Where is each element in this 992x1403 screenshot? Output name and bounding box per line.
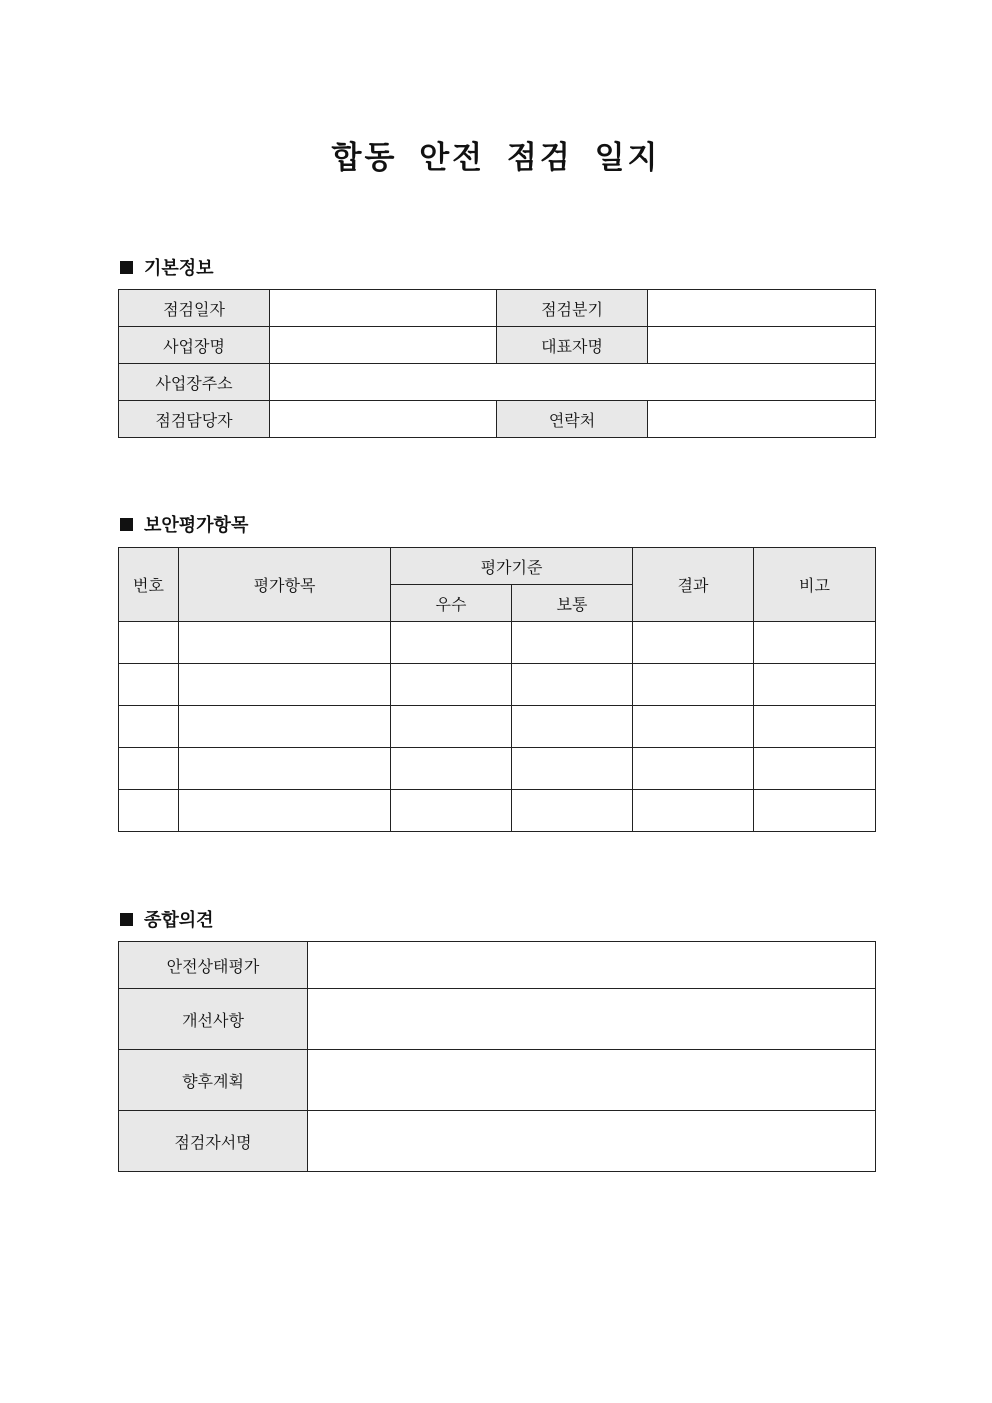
table-row [119,290,876,327]
contact-label: 연락처 [497,401,648,438]
inspection-quarter-field[interactable] [648,290,876,327]
table-row [119,401,876,438]
excellent-cell[interactable] [391,748,512,790]
number-cell[interactable] [119,790,179,832]
basic-info-table [118,289,876,438]
result-cell[interactable] [633,748,754,790]
remarks-cell[interactable] [754,748,876,790]
site-address-field[interactable] [270,364,876,401]
document-title: 합동 안전 점검 일지 [331,140,661,176]
item-cell[interactable] [179,622,391,664]
item-cell[interactable] [179,790,391,832]
improvements-field[interactable] [308,989,876,1050]
table-row [119,790,876,832]
inspection-date-field[interactable] [270,290,497,327]
excellent-cell[interactable] [391,664,512,706]
basic-info-heading [120,254,214,280]
future-plan-field[interactable] [308,1050,876,1111]
table-row [119,942,876,989]
item-cell[interactable] [179,664,391,706]
remarks-header: 비고 [754,548,876,622]
excellent-cell[interactable] [391,622,512,664]
security-eval-table [118,547,876,832]
number-cell[interactable] [119,748,179,790]
site-name-label: 사업장명 [119,327,270,364]
remarks-cell[interactable] [754,664,876,706]
table-row [119,1050,876,1111]
table-row [119,748,876,790]
result-cell[interactable] [633,622,754,664]
site-name-field[interactable] [270,327,497,364]
table-row [119,706,876,748]
table-row [119,622,876,664]
inspector-signature-label: 점검자서명 [119,1111,308,1172]
item-cell[interactable] [179,748,391,790]
square-bullet-icon [120,913,133,926]
table-header-row [119,548,876,585]
square-bullet-icon [120,261,133,274]
excellent-header: 우수 [391,585,512,622]
inspector-field[interactable] [270,401,497,438]
normal-cell[interactable] [512,748,633,790]
number-cell[interactable] [119,622,179,664]
table-row [119,327,876,364]
excellent-cell[interactable] [391,790,512,832]
result-cell[interactable] [633,664,754,706]
inspector-signature-field[interactable] [308,1111,876,1172]
normal-header: 보통 [512,585,633,622]
result-cell[interactable] [633,790,754,832]
excellent-cell[interactable] [391,706,512,748]
table-row [119,364,876,401]
normal-cell[interactable] [512,706,633,748]
overall-opinion-heading-text: 종합의견 [144,910,214,931]
result-cell[interactable] [633,706,754,748]
number-cell[interactable] [119,664,179,706]
security-eval-heading-text: 보안평가항목 [144,515,249,536]
inspector-label: 점검담당자 [119,401,270,438]
number-header: 번호 [119,548,179,622]
table-row [119,989,876,1050]
security-eval-heading [120,511,248,537]
basic-info-heading-text: 기본정보 [144,258,214,279]
inspection-date-label: 점검일자 [119,290,270,327]
future-plan-label: 향후계획 [119,1050,308,1111]
table-row [119,664,876,706]
contact-field[interactable] [648,401,876,438]
normal-cell[interactable] [512,622,633,664]
site-address-label: 사업장주소 [119,364,270,401]
representative-field[interactable] [648,327,876,364]
number-cell[interactable] [119,706,179,748]
safety-status-label: 안전상태평가 [119,942,308,989]
improvements-label: 개선사항 [119,989,308,1050]
safety-status-field[interactable] [308,942,876,989]
item-header: 평가항목 [179,548,391,622]
criteria-header: 평가기준 [391,548,633,585]
remarks-cell[interactable] [754,622,876,664]
inspection-quarter-label: 점검분기 [497,290,648,327]
normal-cell[interactable] [512,790,633,832]
overall-opinion-heading [120,906,214,932]
representative-label: 대표자명 [497,327,648,364]
remarks-cell[interactable] [754,706,876,748]
table-row [119,1111,876,1172]
overall-opinion-table [118,941,876,1172]
remarks-cell[interactable] [754,790,876,832]
square-bullet-icon [120,518,133,531]
normal-cell[interactable] [512,664,633,706]
item-cell[interactable] [179,706,391,748]
result-header: 결과 [633,548,754,622]
